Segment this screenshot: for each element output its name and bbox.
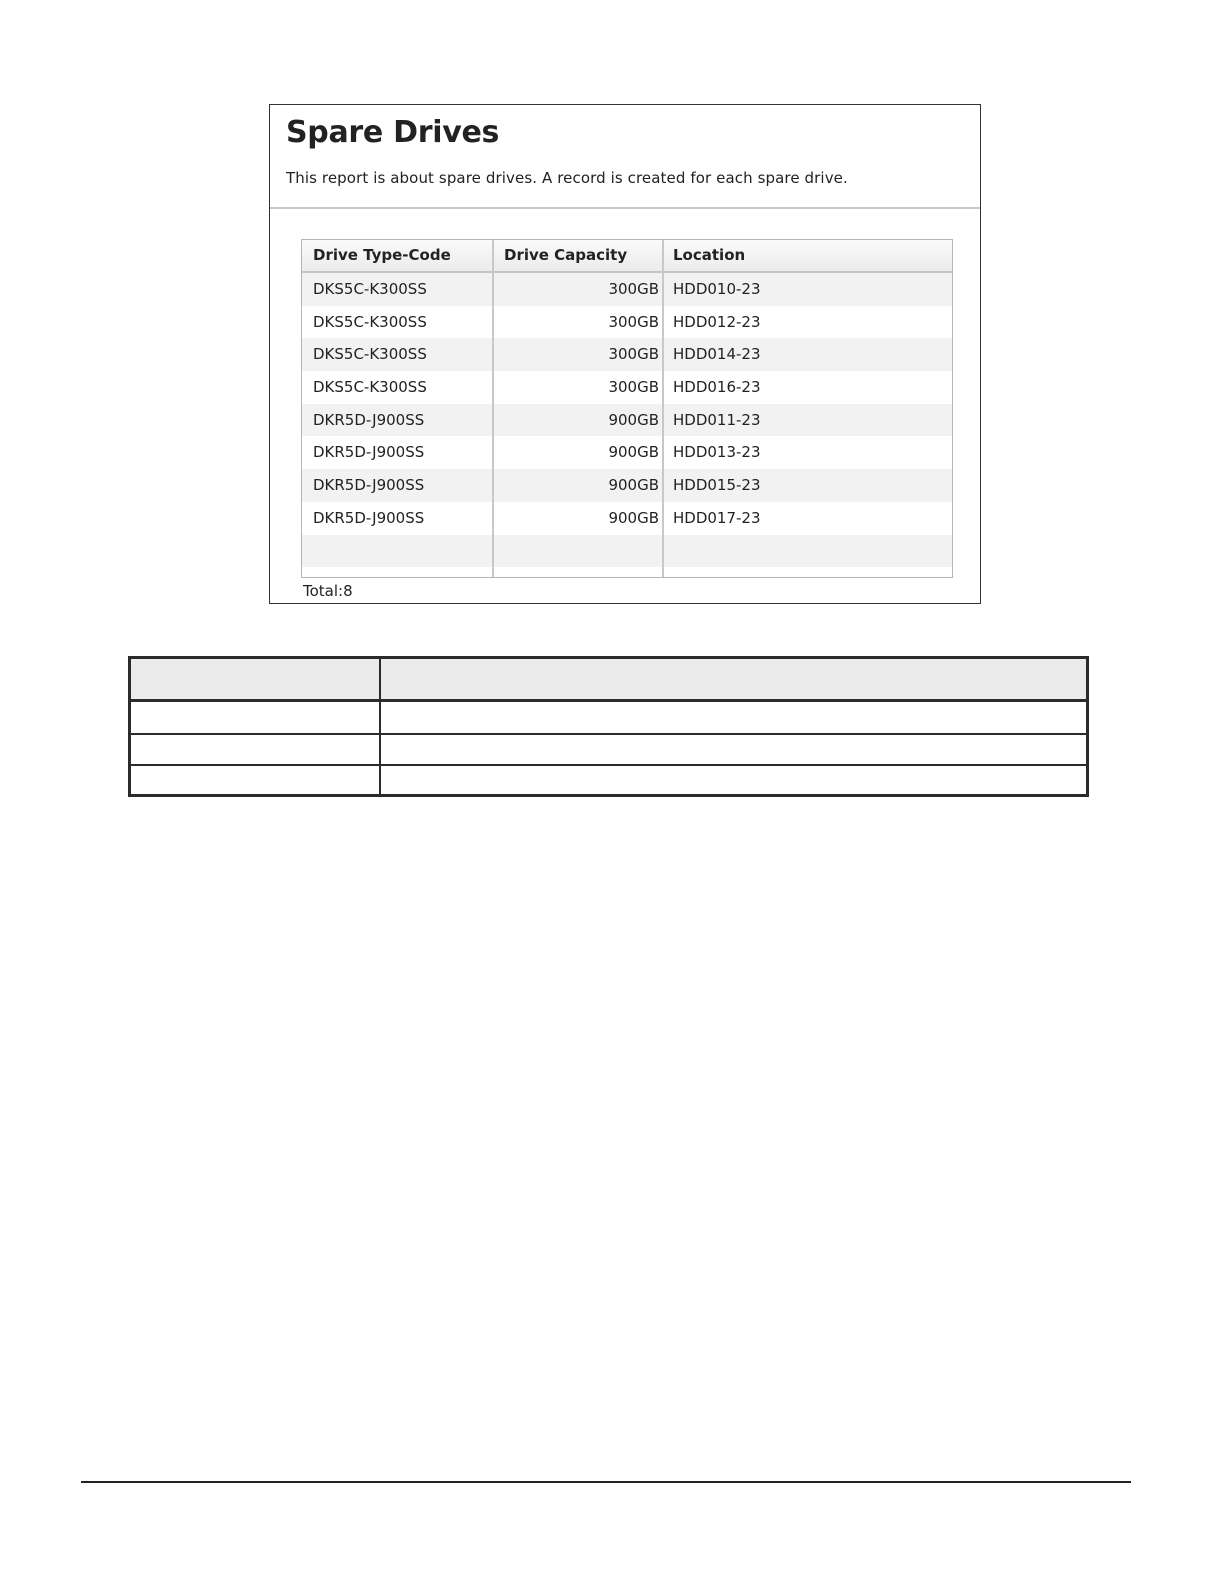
drive-capacity-cell: 300GB	[608, 378, 659, 397]
drive-type-code-cell: DKS5C-K300SS	[313, 345, 427, 364]
location-cell: HDD015-23	[673, 476, 761, 495]
drive-capacity-cell: 900GB	[608, 410, 659, 429]
table-row[interactable]	[302, 404, 952, 437]
location-cell: HDD017-23	[673, 508, 761, 527]
field-description-table	[128, 656, 1089, 797]
drive-type-code-cell: DKR5D-J900SS	[313, 443, 425, 462]
column-header-drive-type-code[interactable]: Drive Type-Code	[313, 246, 451, 264]
location-cell: HDD012-23	[673, 312, 761, 331]
table-row[interactable]	[302, 306, 952, 339]
table-row[interactable]	[302, 436, 952, 469]
table-row[interactable]	[302, 273, 952, 306]
drive-type-code-cell: DKS5C-K300SS	[313, 280, 427, 298]
drive-type-code-cell: DKS5C-K300SS	[313, 312, 427, 331]
field-table-row-divider	[131, 733, 1086, 735]
column-divider[interactable]	[662, 240, 664, 577]
field-table-row-divider	[131, 764, 1086, 766]
drive-capacity-cell: 900GB	[608, 443, 659, 462]
location-cell: HDD014-23	[673, 345, 761, 364]
drive-capacity-cell: 300GB	[608, 345, 659, 364]
drive-type-code-cell: DKR5D-J900SS	[313, 410, 425, 429]
location-cell: HDD011-23	[673, 410, 761, 429]
drive-capacity-cell: 300GB	[608, 280, 659, 298]
table-header	[302, 240, 952, 273]
drive-capacity-cell: 900GB	[608, 508, 659, 527]
report-description: This report is about spare drives. A record is created for each spare drive.	[286, 169, 848, 187]
spare-drives-report	[269, 104, 981, 604]
table-row[interactable]	[302, 371, 952, 404]
field-table-header	[131, 659, 1086, 702]
table-body	[302, 273, 952, 567]
drive-capacity-cell: 300GB	[608, 312, 659, 331]
total-count: Total:8	[303, 582, 353, 600]
column-header-drive-capacity[interactable]: Drive Capacity	[504, 246, 628, 264]
table-row[interactable]	[302, 338, 952, 371]
drive-type-code-cell: DKS5C-K300SS	[313, 378, 427, 397]
table-row[interactable]	[302, 469, 952, 502]
table-row[interactable]	[302, 502, 952, 535]
column-divider[interactable]	[492, 240, 494, 577]
location-cell: HDD016-23	[673, 378, 761, 397]
column-header-location[interactable]: Location	[673, 246, 746, 264]
location-cell: HDD010-23	[673, 280, 761, 298]
table-row-empty	[302, 535, 952, 568]
drive-capacity-cell: 900GB	[608, 476, 659, 495]
footer-rule	[81, 1481, 1131, 1483]
header-divider	[270, 207, 980, 209]
spare-drives-table	[301, 239, 953, 578]
report-title: Spare Drives	[286, 115, 500, 150]
field-table-column-divider	[379, 659, 381, 794]
drive-type-code-cell: DKR5D-J900SS	[313, 476, 425, 495]
drive-type-code-cell: DKR5D-J900SS	[313, 508, 425, 527]
location-cell: HDD013-23	[673, 443, 761, 462]
drive-capacity-cell	[495, 535, 659, 567]
